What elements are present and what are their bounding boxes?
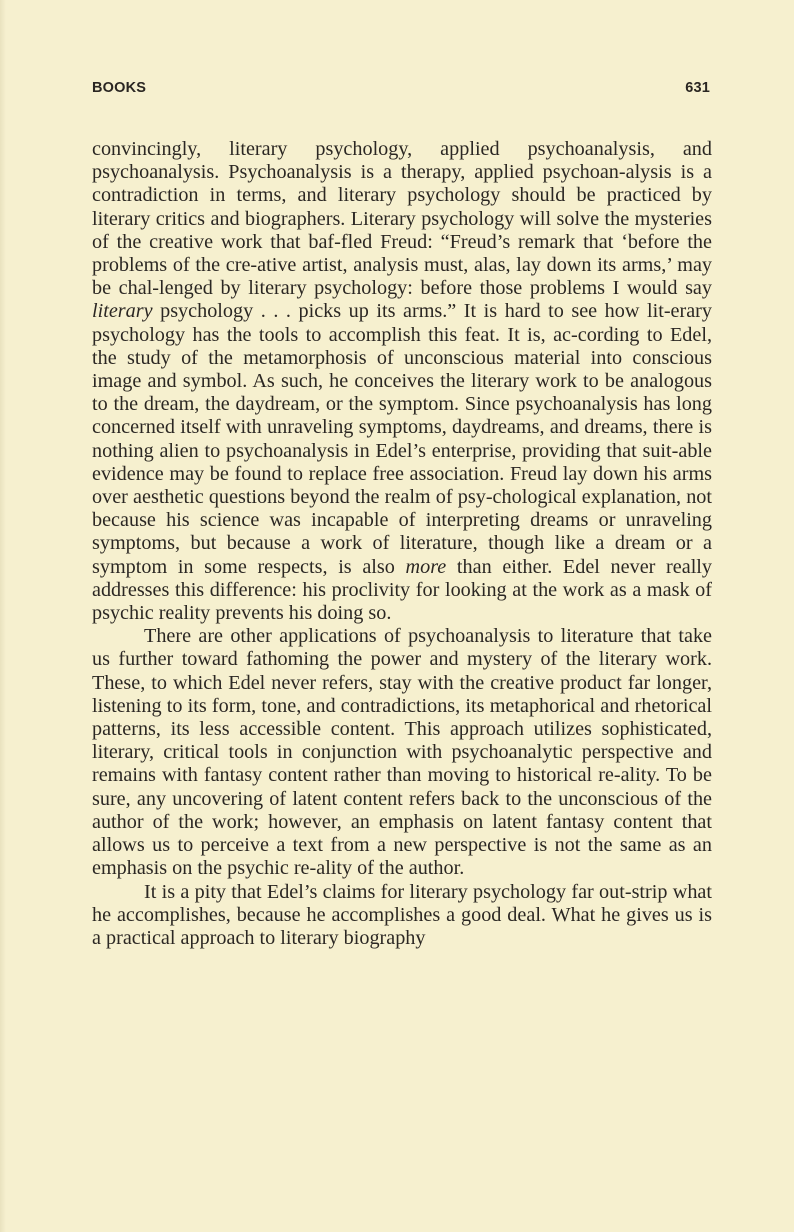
page-number: 631: [685, 80, 710, 96]
page-edge-shadow: [0, 0, 6, 1232]
paragraph-1-text-a: convincingly, literary psychology, applied psychoanalysis, and psychoanalysis. Psychoanalysis is a therapy, applied psychoan-alysis is a contradiction in terms, and literary psychology should be practiced by literary critics and biographers. Literary psychology will solve the mysteries of the creative work that baf-fled Freud: “Freud’s remark that ‘before the problems of the cre-ative artist, analysis must, alas, lay down its arms,’ may be chal-lenged by literary psychology: before those problems I would say: [92, 138, 712, 300]
paragraph-3: It is a pity that Edel’s claims for literary psychology far out-strip what he accomplishes, because he accomplishes a good deal. What he gives us is a practical approach to literary biography: [92, 880, 712, 949]
italic-more: more: [405, 555, 447, 578]
italic-literary: literary: [92, 300, 153, 323]
page-header: [92, 80, 710, 104]
paragraph-2: There are other applications of psychoanalysis to literature that take us further toward fathoming the power and mystery of the literary work. These, to which Edel never refers, stay with the creative product far longer, listening to its form, tone, and contradictions, its metaphorical and rhetorical patterns, its less accessible content. This approach utilizes sophisticated, literary, critical tools in conjunction with psychoanalytic perspective and remains with fantasy content rather than moving to historical re-ality. To be sure, any uncovering of latent content refers back to the unconscious of the author of the work; however, an emphasis on latent fantasy content that allows us to perceive a text from a new perspective is not the same as an emphasis on the psychic re-ality of the author.: [92, 625, 712, 880]
running-head: BOOKS: [92, 80, 147, 96]
body-text: [92, 138, 712, 950]
paragraph-1-text-c: than either. Edel never really addresses this difference: his proclivity for looking at the work as a mask of psychic reality prevents his doing so.: [92, 555, 713, 625]
paragraph-1: [92, 138, 712, 625]
paragraph-1-text-b: psychology . . . picks up its arms.” It is hard to see how lit-erary psychology has the tools to accomplish this feat. It is, ac-cording to Edel, the study of the metamorphosis of unconscious material into conscious image and symbol. As such, he conceives the literary work to be analogous to the dream, the daydream, or the symptom. Since psychoanalysis has long concerned itself with unraveling symptoms, daydreams, and dreams, there is nothing alien to psychoanalysis in Edel’s enterprise, providing that suit-able evidence may be found to replace free association. Freud lay down his arms over aesthetic questions beyond the realm of psy-chological explanation, not because his science was incapable of interpreting dreams or unraveling symptoms, but because a work of literature, though like a dream or a symptom in some respects, is also: [92, 300, 712, 578]
